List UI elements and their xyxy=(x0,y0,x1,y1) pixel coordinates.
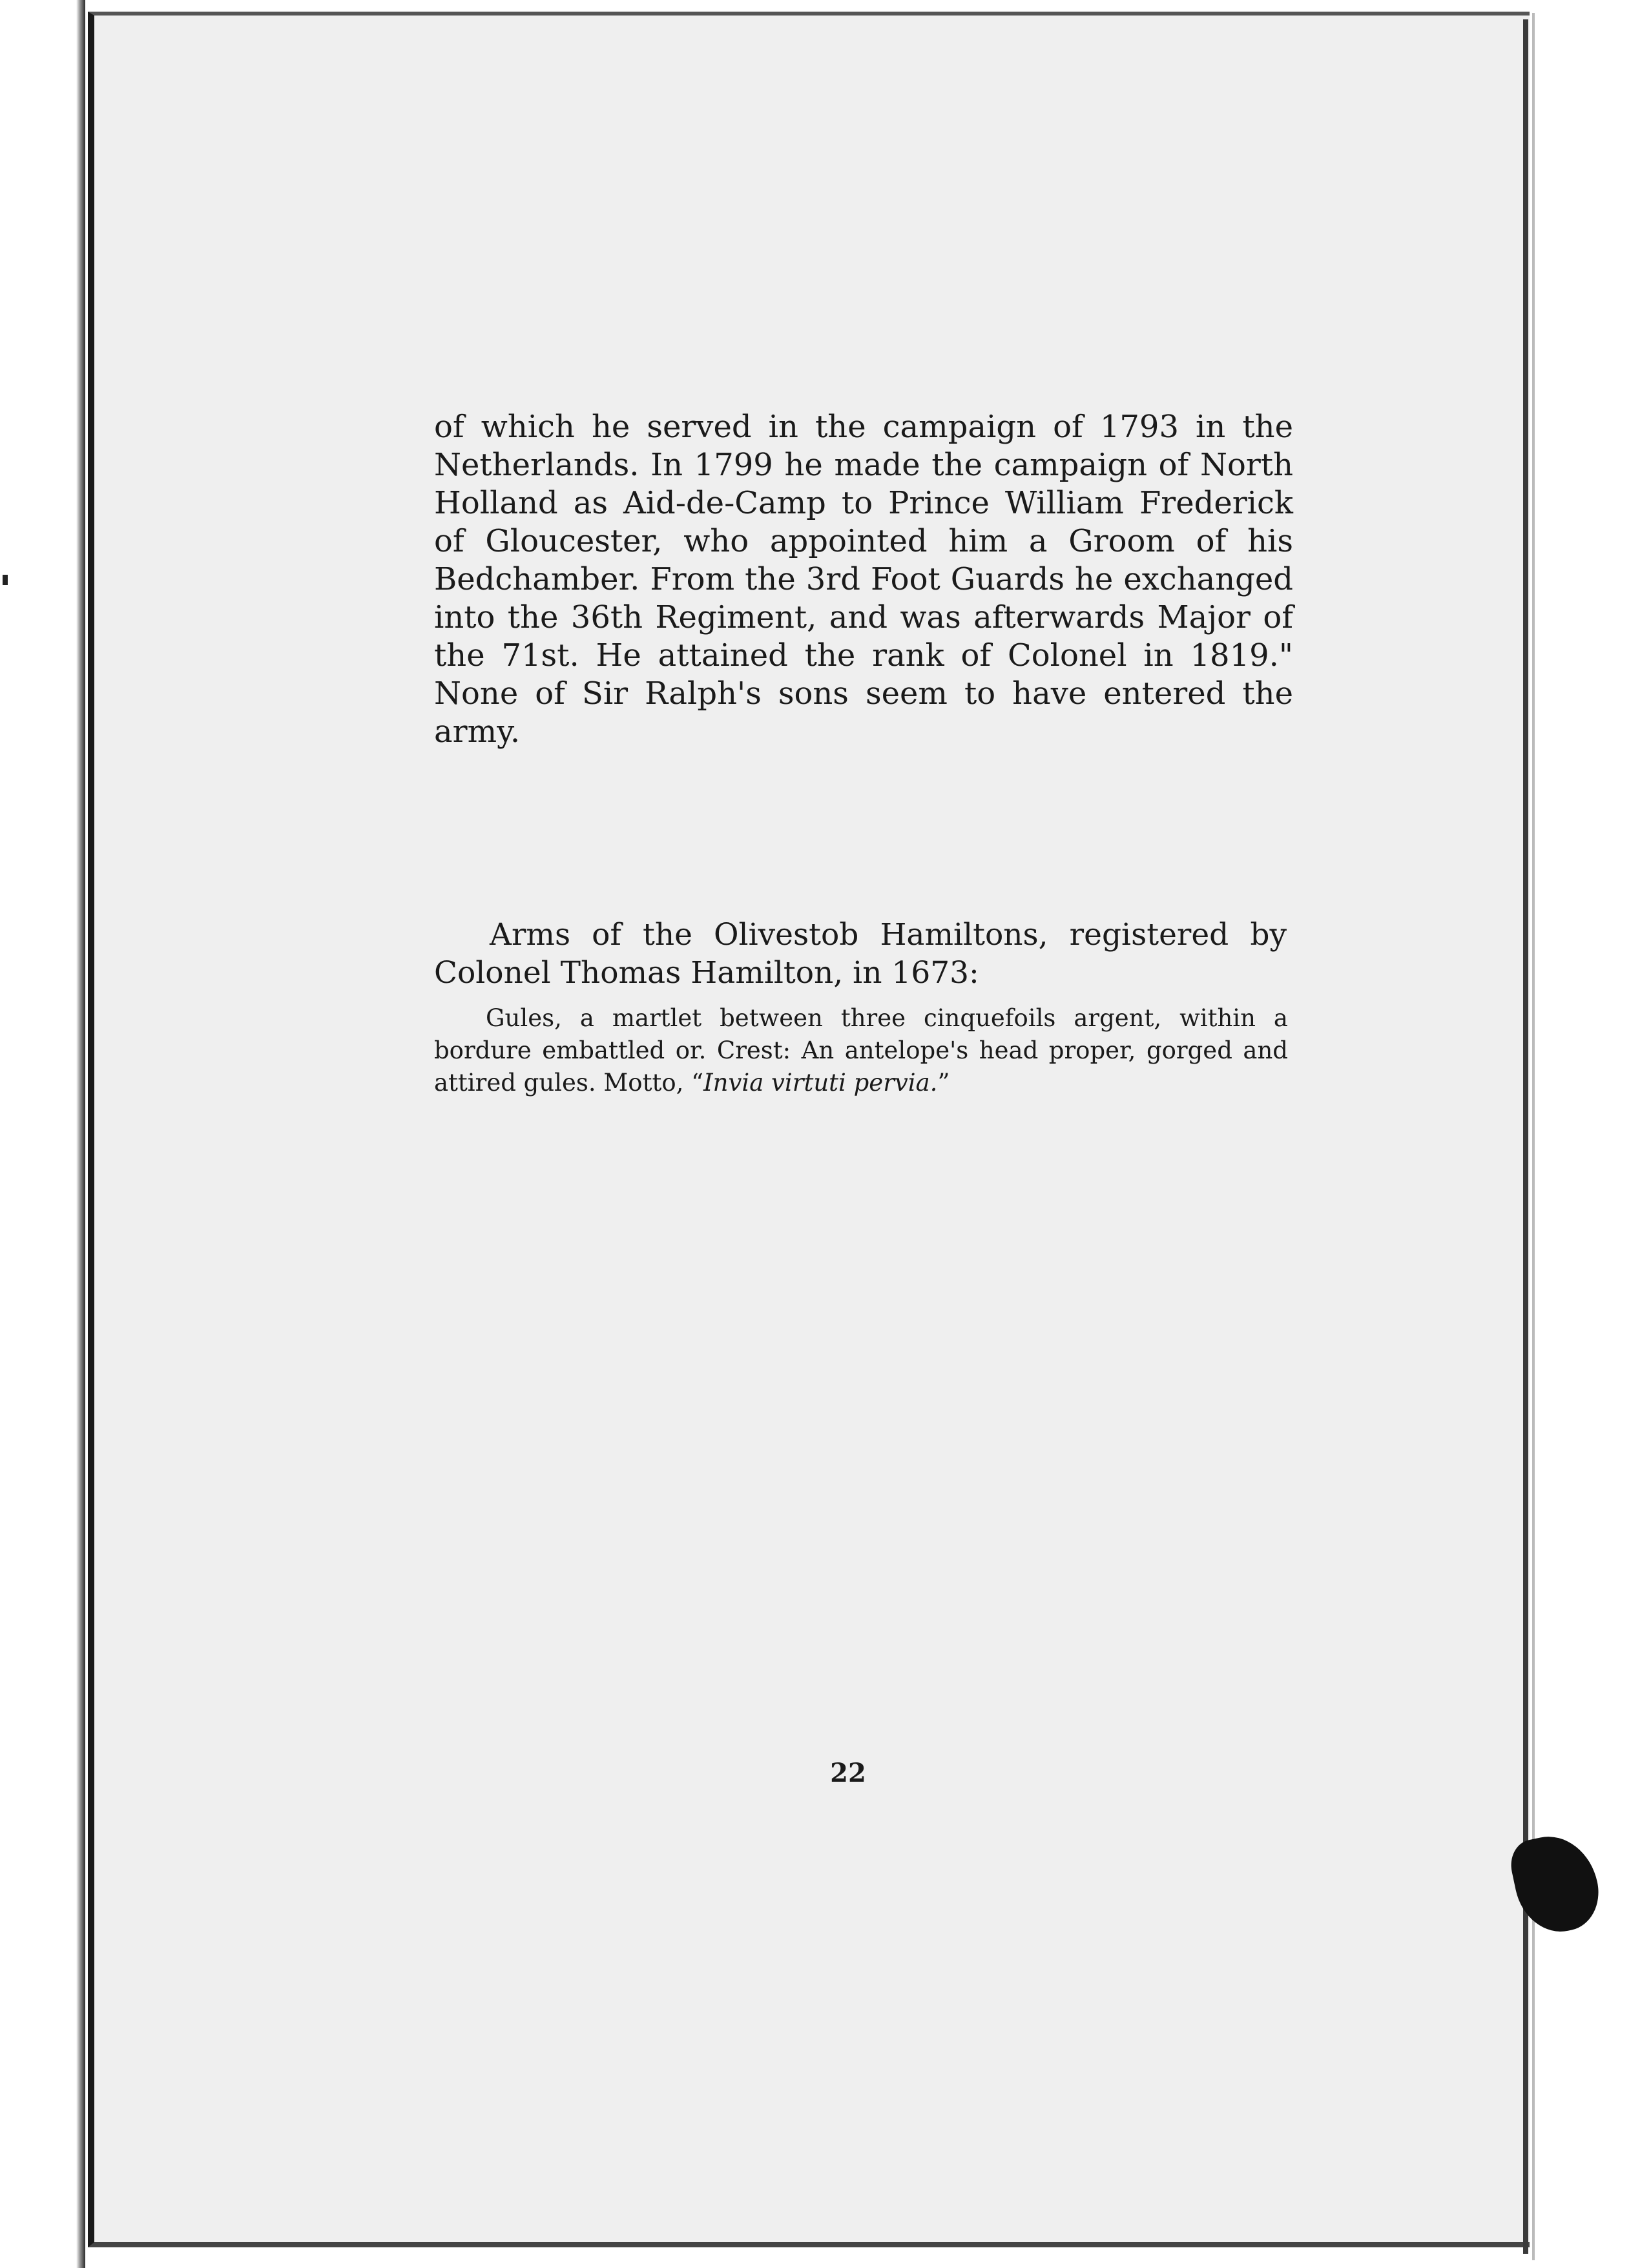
page-number: 22 xyxy=(830,1758,866,1788)
body-paragraph: of which he served in the campaign of 1793 in the Netherlands. In 1799 he made the campaign of North Holland as Aid-de-Camp to Prince William Frederick of Gloucester, who appointed him a Groom of his Bedchamber. From the 3rd Foot Guards he exchanged into the 36th Regiment, and was afterwards Major of the 71st. He attained the rank of Colonel in 1819." None of Sir Ralph's sons seem to have entered the army. xyxy=(434,409,1293,750)
scan-artifact xyxy=(3,575,8,585)
blazon-text: Gules, a martlet between three cinquefoils argent, within a bordure embattled or. Crest: An antelope's head proper, gorged and attired gules. Motto, “ xyxy=(434,1004,1288,1097)
blazon-paragraph xyxy=(434,1002,1288,1099)
motto-text: Invia virtuti pervia. xyxy=(703,1069,938,1097)
page-right-edge xyxy=(1523,19,1528,2254)
arms-heading: Arms of the Olivestob Hamiltons, registered by Colonel Thomas Hamilton, in 1673: xyxy=(434,917,1287,991)
blazon-close-quote: ” xyxy=(937,1069,950,1097)
book-page xyxy=(88,12,1530,2247)
binding-edge xyxy=(76,0,85,2268)
